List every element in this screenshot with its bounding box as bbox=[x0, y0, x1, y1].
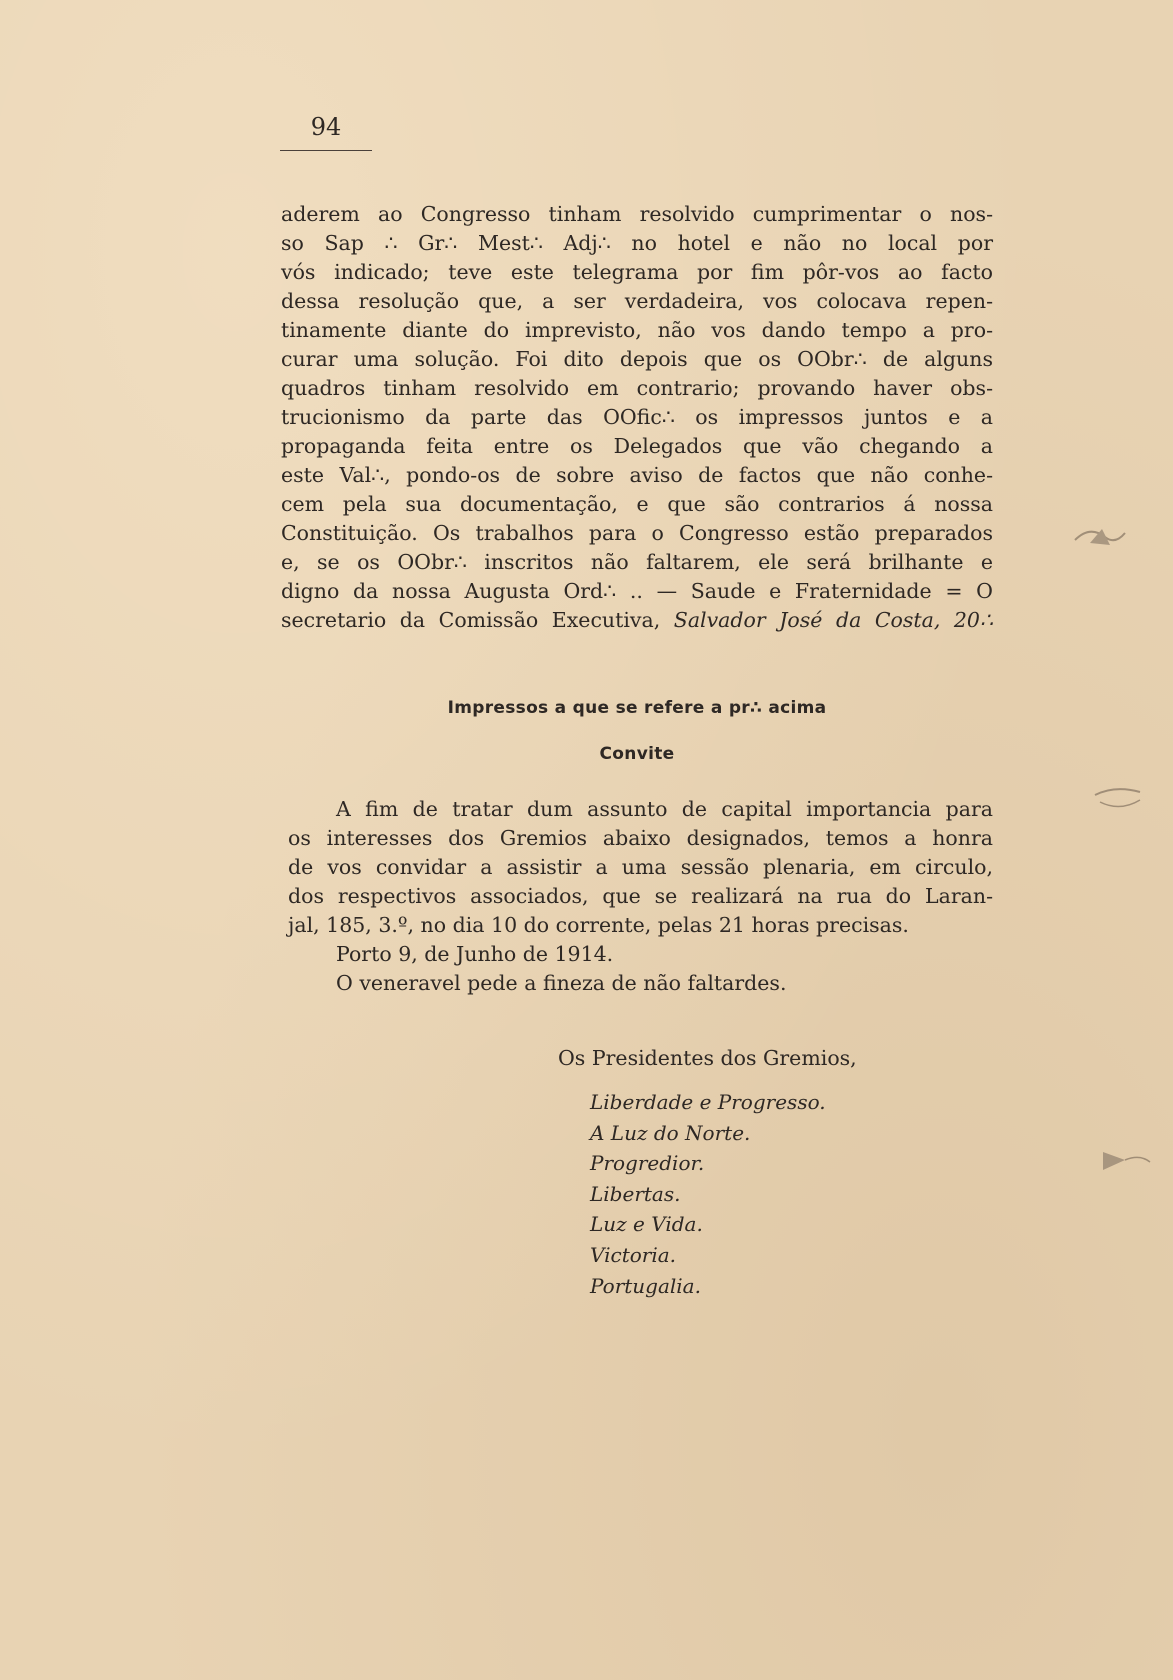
body-line: Constituição. Os trabalhos para o Congresso estão preparados bbox=[281, 521, 993, 545]
gremio-item: Progredior. bbox=[590, 1151, 705, 1176]
invite-line: A fim de tratar dum assunto de capital importancia para bbox=[336, 797, 993, 821]
invite-line: dos respectivos associados, que se realizará na rua do Laran- bbox=[288, 884, 993, 908]
body-paragraph bbox=[281, 200, 993, 635]
invite-place-date: Porto 9, de Junho de 1914. bbox=[336, 942, 614, 966]
body-line: dessa resolução que, a ser verdadeira, vos colocava repen- bbox=[281, 289, 993, 313]
binding-mark-icon bbox=[1070, 515, 1130, 555]
body-line: tinamente diante do imprevisto, não vos dando tempo a pro- bbox=[281, 318, 993, 342]
body-line: e, se os OObr∴ inscritos não faltarem, ele será brilhante e bbox=[281, 550, 993, 574]
binding-mark-icon bbox=[1090, 780, 1150, 820]
convite-heading: Convite bbox=[599, 744, 675, 764]
gremios-list bbox=[590, 1087, 826, 1301]
gremio-item: Libertas. bbox=[590, 1181, 681, 1206]
gremio-item: Liberdade e Progresso. bbox=[590, 1090, 826, 1114]
invite-line: os interesses dos Gremios abaixo designados, temos a honra bbox=[288, 826, 993, 850]
gremio-item: Luz e Vida. bbox=[590, 1212, 703, 1237]
body-last-line-prefix: secretario da Comissão Executiva, bbox=[281, 608, 674, 632]
binding-mark-icon bbox=[1095, 1140, 1155, 1180]
secretary-signature: Salvador José da Costa, 20∴ bbox=[673, 608, 993, 632]
body-line: aderem ao Congresso tinham resolvido cumprimentar o nos- bbox=[281, 202, 993, 226]
gremio-item: A Luz do Norte. bbox=[590, 1120, 751, 1145]
body-line: cem pela sua documentação, e que são contrarios á nossa bbox=[281, 492, 993, 516]
gremio-item: Portugalia. bbox=[590, 1273, 701, 1298]
page-number-rule bbox=[280, 150, 372, 151]
gremio-item: Victoria. bbox=[590, 1242, 677, 1267]
body-line: so Sap ∴ Gr∴ Mest∴ Adj∴ no hotel e não no local por bbox=[281, 231, 993, 255]
body-line: propaganda feita entre os Delegados que vão chegando a bbox=[281, 434, 993, 458]
body-last-line bbox=[281, 606, 993, 635]
impressos-heading: Impressos a que se refere a pr∴ acima bbox=[447, 698, 827, 718]
body-line: quadros tinham resolvido em contrario; provando haver obs- bbox=[281, 376, 993, 400]
body-line: curar uma solução. Foi dito depois que os OObr∴ de alguns bbox=[281, 347, 993, 371]
invite-paragraph bbox=[288, 795, 993, 998]
signature-title: Os Presidentes dos Gremios, bbox=[558, 1046, 857, 1070]
body-line: vós indicado; teve este telegrama por fim pôr-vos ao facto bbox=[281, 260, 993, 284]
body-line: este Val∴, pondo-os de sobre aviso de factos que não conhe- bbox=[281, 463, 993, 487]
invite-line: de vos convidar a assistir a uma sessão plenaria, em circulo, bbox=[288, 855, 993, 879]
body-line: digno da nossa Augusta Ord∴ .. — Saude e Fraternidade = O bbox=[281, 579, 993, 603]
page-number: 94 bbox=[310, 113, 342, 141]
invite-line: jal, 185, 3.º, no dia 10 do corrente, pelas 21 horas precisas. bbox=[288, 913, 909, 937]
body-line: trucionismo da parte das OOfic∴ os impressos juntos e a bbox=[281, 405, 993, 429]
invite-request: O veneravel pede a fineza de não faltardes. bbox=[336, 971, 787, 995]
